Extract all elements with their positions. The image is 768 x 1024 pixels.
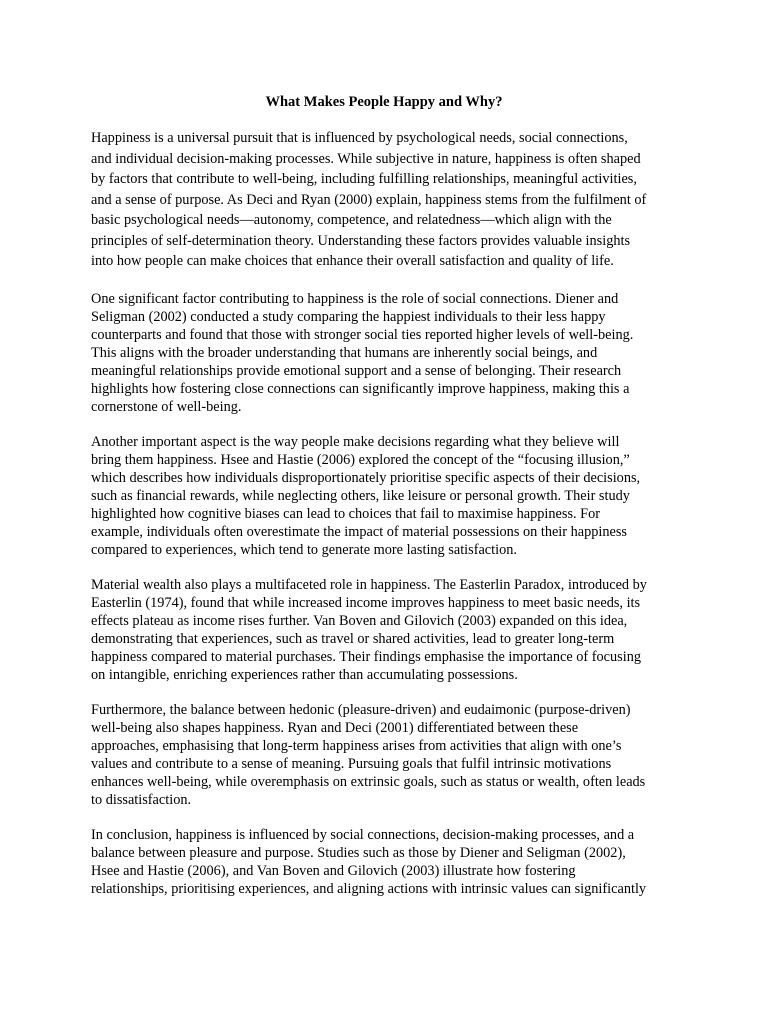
text-line: principles of self-determination theory. Understanding these factors provides valuable insights xyxy=(91,232,631,249)
text-line: well-being also shapes happiness. Ryan and Deci (2001) differentiated between these xyxy=(91,720,579,736)
text-line: example, individuals often overestimate the impact of material possessions on their happiness xyxy=(91,524,628,540)
text-line: and a sense of purpose. As Deci and Ryan (2000) explain, happiness stems from the fulfilment of xyxy=(91,191,647,208)
text-line: Material wealth also plays a multifaceted role in happiness. The Easterlin Paradox, introduced by xyxy=(91,577,647,593)
text-line: One significant factor contributing to happiness is the role of social connections. Diener and xyxy=(91,291,619,307)
text-line: effects plateau as income rises further. Van Boven and Gilovich (2003) expanded on this idea, xyxy=(91,613,628,629)
text-line: Seligman (2002) conducted a study comparing the happiest individuals to their less happy xyxy=(91,309,606,325)
text-line: This aligns with the broader understanding that humans are inherently social beings, and xyxy=(91,345,598,361)
text-line: to dissatisfaction. xyxy=(91,792,192,808)
paragraph-social-connections xyxy=(91,290,681,416)
text-line: values and contribute to a sense of meaning. Pursuing goals that fulfil intrinsic motivations xyxy=(91,756,612,772)
text-line: such as financial rewards, while neglecting others, like leisure or personal growth. Their study xyxy=(91,488,630,504)
text-line: meaningful relationships provide emotional support and a sense of belonging. Their research xyxy=(91,363,622,379)
text-line: Furthermore, the balance between hedonic (pleasure-driven) and eudaimonic (purpose-driven) xyxy=(91,702,631,718)
text-line: happiness compared to material purchases. Their findings emphasise the importance of focusing xyxy=(91,649,642,665)
text-line: into how people can make choices that enhance their overall satisfaction and quality of life. xyxy=(91,253,614,269)
text-line: which describes how individuals disproportionately prioritise specific aspects of their decisions, xyxy=(91,470,641,486)
text-line: basic psychological needs—autonomy, competence, and relatedness—which align with the xyxy=(91,212,612,228)
text-line: highlights how fostering close connections can significantly improve happiness, making this a xyxy=(91,381,630,397)
text-line: cornerstone of well-being. xyxy=(91,399,242,415)
text-line: balance between pleasure and purpose. Studies such as those by Diener and Seligman (2002), xyxy=(91,845,626,861)
text-line: Happiness is a universal pursuit that is influenced by psychological needs, social connections, xyxy=(91,130,628,146)
text-line: relationships, prioritising experiences, and aligning actions with intrinsic values can significantly xyxy=(91,881,647,897)
text-line: highlighted how cognitive biases can lead to choices that fail to maximise happiness. For xyxy=(91,506,601,522)
paragraph-conclusion xyxy=(91,826,681,898)
document-title: What Makes People Happy and Why? xyxy=(265,94,503,110)
text-line: bring them happiness. Hsee and Hastie (2006) explored the concept of the “focusing illusion,” xyxy=(91,452,630,468)
text-line: and individual decision-making processes. While subjective in nature, happiness is often shaped xyxy=(91,150,641,167)
text-line: In conclusion, happiness is influenced by social connections, decision-making processes, and a xyxy=(91,827,635,843)
text-line: Another important aspect is the way people make decisions regarding what they believe will xyxy=(91,434,620,450)
text-line: Easterlin (1974), found that while increased income improves happiness to meet basic needs, its xyxy=(91,595,641,611)
text-line: on intangible, enriching experiences rather than accumulating possessions. xyxy=(91,667,518,683)
paragraph-material-wealth xyxy=(91,576,681,684)
text-line: compared to experiences, which tend to generate more lasting satisfaction. xyxy=(91,542,517,558)
text-line: approaches, emphasising that long-term happiness arises from activities that align with one’s xyxy=(91,738,622,754)
text-line: counterparts and found that those with stronger social ties reported higher levels of well-being. xyxy=(91,327,634,343)
text-line: by factors that contribute to well-being, including fulfilling relationships, meaningful activities, xyxy=(91,171,637,187)
paragraph-decision-making xyxy=(91,433,681,559)
text-line: Hsee and Hastie (2006), and Van Boven and Gilovich (2003) illustrate how fostering xyxy=(91,863,576,879)
paragraph-introduction xyxy=(91,128,681,272)
text-line: enhances well-being, while overemphasis on extrinsic goals, such as status or wealth, often leads xyxy=(91,774,646,790)
text-line: demonstrating that experiences, such as travel or shared activities, lead to greater long-term xyxy=(91,631,615,647)
paragraph-hedonic-eudaimonic xyxy=(91,701,681,809)
